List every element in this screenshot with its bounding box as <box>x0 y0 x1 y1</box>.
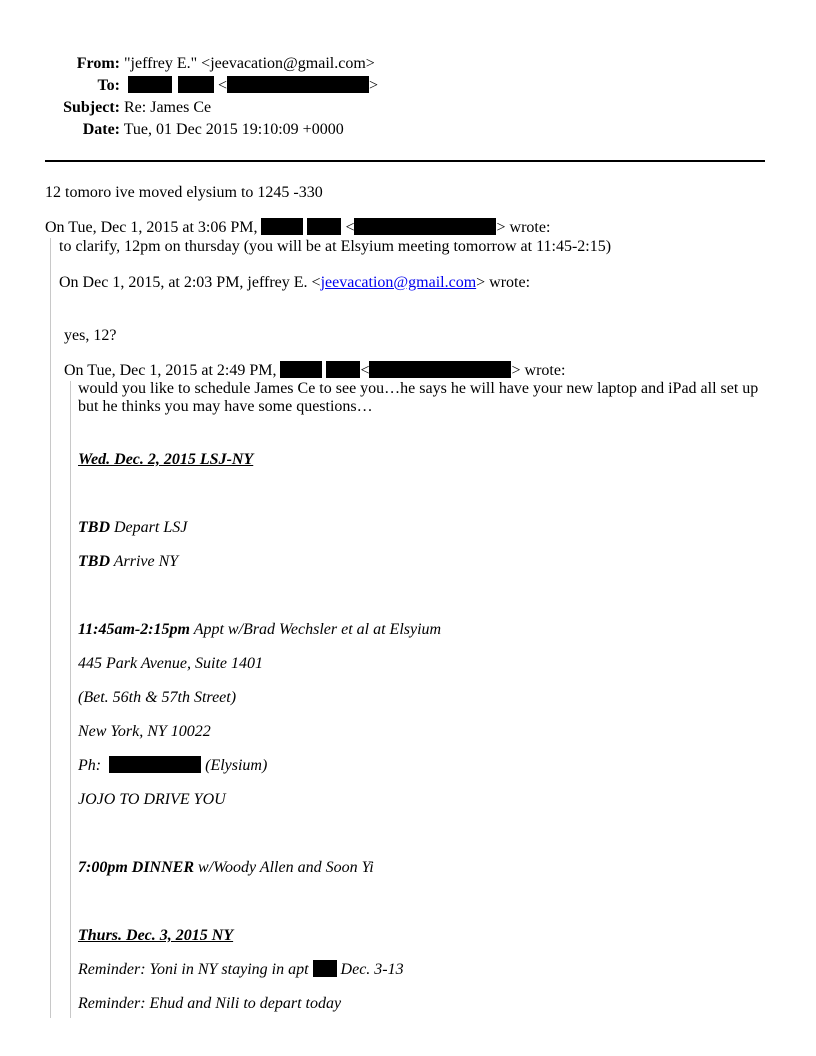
address-line-3: New York, NY 10022 <box>78 723 211 740</box>
to-row: To: < > <box>0 76 378 95</box>
redaction-block <box>261 218 303 235</box>
from-label: From: <box>76 55 120 72</box>
day2-heading: Thurs. Dec. 3, 2015 NY <box>78 927 234 944</box>
redaction-block <box>109 756 201 773</box>
phone-line: Ph: (Elysium) <box>78 757 268 774</box>
from-value: "jeffrey E." <jeevacation@gmail.com> <box>124 55 375 72</box>
redaction-block <box>326 361 360 378</box>
reply-text: 12 tomoro ive moved elysium to 1245 -330 <box>45 184 323 201</box>
quote-bar-2 <box>70 381 71 1018</box>
dinner-line: 7:00pm DINNER w/Woody Allen and Soon Yi <box>78 859 374 876</box>
appt-line: 11:45am-2:15pm Appt w/Brad Wechsler et al at Elsyium <box>78 621 442 638</box>
email-link[interactable]: jeevacation@gmail.com <box>320 274 477 291</box>
quote1-attribution: On Tue, Dec 1, 2015 at 3:06 PM, < > wrote: <box>45 219 551 236</box>
quote2-text: yes, 12? <box>64 327 117 344</box>
date-label: Date: <box>82 121 120 138</box>
subject-row <box>0 98 211 117</box>
quote2-attribution: On Dec 1, 2015, at 2:03 PM, jeffrey E. <jeevacation@gmail.com> wrote: <box>59 274 531 291</box>
to-label: To: <box>97 77 120 94</box>
from-row <box>0 54 375 73</box>
quote-bar-1 <box>50 238 51 1018</box>
depart-line: TBD Depart LSJ <box>78 519 188 536</box>
header-divider <box>45 160 765 162</box>
redaction-block <box>313 960 337 977</box>
reminder-line-2: Reminder: Ehud and Nili to depart today <box>78 995 342 1012</box>
subject-value: Re: James Ce <box>124 99 212 116</box>
arrive-line: TBD Arrive NY <box>78 553 179 570</box>
redaction-block <box>227 76 369 93</box>
redaction-block <box>307 218 341 235</box>
redaction-block <box>354 218 496 235</box>
quote3-attribution: On Tue, Dec 1, 2015 at 2:49 PM, < > wrote: <box>64 362 566 379</box>
date-row <box>0 120 344 139</box>
quote3-line1: would you like to schedule James Ce to see you…he says he will have your new laptop and iPad all set up <box>78 380 759 397</box>
quote1-text: to clarify, 12pm on thursday (you will be at Elsyium meeting tomorrow at 11:45-2:15) <box>59 238 612 255</box>
driver-line: JOJO TO DRIVE YOU <box>78 791 226 808</box>
address-line-2: (Bet. 56th & 57th Street) <box>78 689 237 706</box>
redaction-block <box>369 361 511 378</box>
address-line-1: 445 Park Avenue, Suite 1401 <box>78 655 263 672</box>
date-value: Tue, 01 Dec 2015 19:10:09 +0000 <box>123 121 344 138</box>
redaction-block <box>178 76 214 93</box>
redaction-block <box>280 361 322 378</box>
quote3-line2: but he thinks you may have some questions… <box>78 398 373 415</box>
redaction-block <box>128 76 172 93</box>
subject-label: Subject: <box>63 99 120 116</box>
reminder-line-1: Reminder: Yoni in NY staying in apt Dec. 3-13 <box>78 961 404 978</box>
day1-heading: Wed. Dec. 2, 2015 LSJ-NY <box>78 451 254 468</box>
